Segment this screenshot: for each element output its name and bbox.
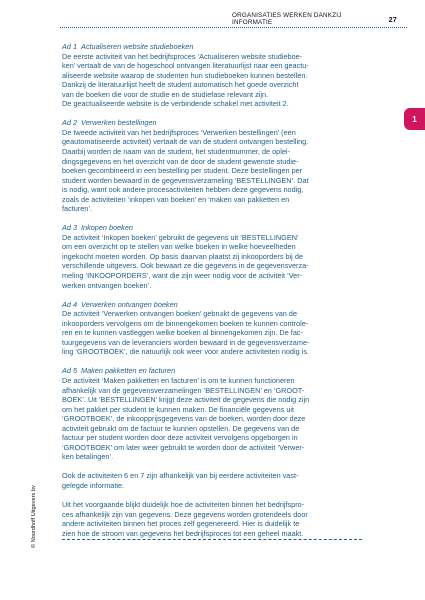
section-ad-5 (62, 366, 374, 461)
bottom-dashed-rule (62, 539, 362, 540)
closing-container (62, 471, 374, 538)
section-title: Maken pakketten en facturen (81, 366, 176, 376)
section-heading (62, 366, 374, 376)
section-ad-2 (62, 118, 374, 213)
section-number: Ad 2 (62, 118, 78, 128)
section-ad-3 (62, 223, 374, 290)
body-text-line: meling ‘INKOOPORDERS’, want die zijn weer nodig voor de activiteit ‘Ver- (62, 271, 303, 281)
section-heading (62, 300, 374, 310)
body-text-line: om het pakket per student te kunnen maken. De financiële gegevens uit (62, 404, 295, 414)
body-text-line: De geactualiseerde website is de verbindende schakel met activiteit 2. (62, 99, 289, 109)
body-text-line: student worden bewaard in de gegevensverzameling ‘BESTELLINGEN’. Dat (62, 175, 309, 185)
body-text-line: De activiteit ‘Verwerken ontvangen boeken’ gebruikt de gegevens van de (62, 309, 298, 319)
body-text-line: verschillende uitgevers. Ook bewaart ze die gegevens in de gegevensverza- (62, 261, 309, 271)
body-text-line: De activiteit ‘Inkopen boeken’ gebruikt de gegevens uit ‘BESTELLINGEN’ (62, 232, 299, 242)
section-heading (62, 118, 374, 128)
body-text-line: dingsgegevens en het overzicht van de door de student gewenste studie- (62, 156, 299, 166)
body-text-line: Dankzij de literatuurlijst heeft de student automatisch het goede overzicht (62, 80, 299, 90)
body-text-line: ling ‘GROOTBOEK’, die natuurlijk ook weer voor andere activiteiten nodig is. (62, 347, 309, 357)
body-text-line: gelegde informatie. (62, 480, 125, 490)
section-heading (62, 42, 374, 52)
body-text-line: andere activiteiten binnen het proces zelf gegenereerd. Hier is duidelijk te (62, 519, 300, 529)
header-dotted-rule (60, 27, 407, 28)
body-text-line: Daarbij worden de naam van de student, het studentnummer, de oplei- (62, 146, 290, 156)
body-text-line: ken betalingen’. (62, 452, 114, 462)
body-text-line: activiteit gebruikt om de factuur te kunnen opstellen. De gegevens van de (62, 423, 300, 433)
section-heading (62, 223, 374, 233)
body-text-line: ren en te kunnen vastleggen welke boeken al binnengekomen zijn. De fac- (62, 328, 303, 338)
body-text-line: ken’ vertaalt de van de hogeschool ontvangen literatuurlijst naar een geactu- (62, 61, 309, 71)
body-text-line: boeken gecombineerd in een bestelling per student. Deze bestellingen per (62, 166, 303, 176)
sections-container (62, 42, 374, 462)
body-text-line: geautomatiseerde activiteit) vertaalt de van de student ontvangen bestelling. (62, 137, 309, 147)
side-copyright: © Noordhoff Uitgevers bv (31, 485, 37, 548)
body-text-line: afhankelijk van de gegevensverzamelingen ‘BESTELLINGEN’ en ‘GROOT- (62, 385, 305, 395)
closing-paragraph (62, 471, 374, 490)
chapter-tab-number: 1 (412, 114, 417, 124)
body-text-line: zoals de activiteiten ‘inkopen van boeken’ en ‘maken van pakketten en (62, 194, 290, 204)
body-text-line: Ook de activiteiten 6 en 7 zijn afhankelijk van bij eerdere activiteiten vast- (62, 471, 299, 481)
section-ad-4 (62, 300, 374, 357)
chapter-tab (404, 108, 425, 130)
section-title: Verwerken ontvangen boeken (81, 299, 178, 309)
body-text-line: tuurgegevens van de leveranciers worden bewaard in de gegevensverzame- (62, 337, 310, 347)
closing-paragraph (62, 500, 374, 538)
section-number: Ad 1 (62, 42, 78, 51)
body-text-line: Uit het voorgaande blijkt duidelijk hoe de activiteiten binnen het bedrijfspro- (62, 499, 305, 509)
page-body (62, 42, 374, 540)
body-text-line: De eerste activiteit van het bedrijfsproces ‘Actualiseren website studieboe- (62, 51, 303, 61)
page-number: 27 (388, 14, 397, 24)
body-text-line: inkooporders vervolgens om de binnengekomen boeken te kunnen controle- (62, 318, 309, 328)
section-title: Actualiseren website studieboeken (81, 42, 194, 51)
body-text-line: werken ontvangen boeken’. (62, 280, 152, 290)
body-text-line: ‘GROOTBOEK’, de inkoopprijsgegevens van de boeken, worden door deze (62, 414, 306, 424)
section-title: Verwerken bestellingen (81, 118, 157, 128)
body-text-line: zien hoe de stroom van gegevens het bedrijfsproces tot een geheel maakt. (62, 528, 304, 538)
body-text-line: ingekocht moeten worden. Op basis daarvan plaatst zij inkooporders bij de (62, 251, 303, 261)
section-number: Ad 4 (62, 299, 78, 309)
section-title: Inkopen boeken (81, 223, 133, 233)
section-number: Ad 3 (62, 223, 78, 233)
body-text-line: De tweede activiteit van het bedrijfsproces ‘Verwerken bestellingen’ (een (62, 127, 296, 137)
body-text-line: ‘GROOTBOEK’ om later weer gebruikt te worden door de activiteit ‘Verwer- (62, 442, 305, 452)
running-header-title: ORGANISATIES WERKEN DANKZIJ INFORMATIE (232, 12, 342, 26)
body-text-line: facturen’. (62, 204, 93, 214)
body-text-line: BOEK’. Uit ‘BESTELLINGEN’ krijgt deze activiteit de gegevens die nodig zijn (62, 395, 310, 405)
body-text-line: om een overzicht op te stellen van welke boeken in welke hoeveelheden (62, 242, 296, 252)
section-number: Ad 5 (62, 366, 78, 376)
body-text-line: aliseerde website waarop de studenten hun studieboeken kunnen bestellen. (62, 70, 308, 80)
body-text-line: van de boeken die voor de studie en de studiefase relevant zijn. (62, 89, 269, 99)
body-text-line: De activiteit ‘Maken pakketten en facturen’ is om te kunnen functioneren (62, 375, 295, 385)
body-text-line: is nodig, want ook andere procesactiviteiten hebben deze gegevens nodig, (62, 185, 304, 195)
section-ad-1 (62, 42, 374, 109)
body-text-line: factuur per student worden door deze activiteit vervolgens opgeborgen in (62, 433, 298, 443)
running-header (232, 13, 397, 25)
body-text-line: ces afhankelijk zijn van gegevens. Deze gegevens worden grotendeels door (62, 509, 308, 519)
